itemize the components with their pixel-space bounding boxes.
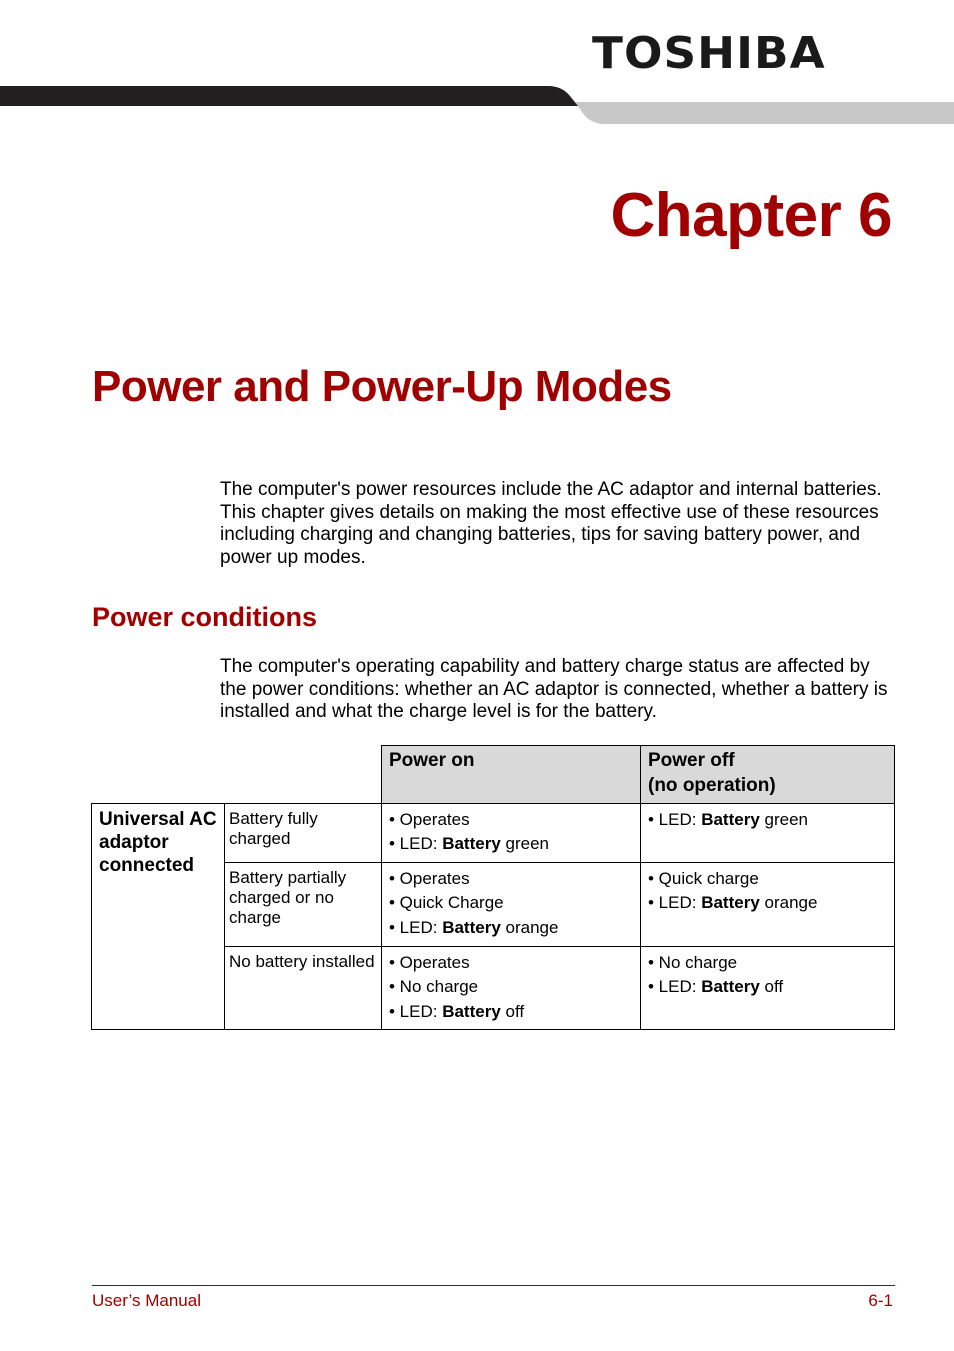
bullet-line — [648, 867, 887, 890]
header-bar-dark — [0, 86, 578, 106]
footer-page-number: 6-1 — [868, 1291, 893, 1310]
toshiba-logo: TOSHIBA — [592, 28, 826, 79]
footer-manual-label: User’s Manual — [92, 1291, 201, 1310]
bullet-line — [389, 808, 633, 831]
power-conditions-paragraph: The computer's operating capability and battery charge status are affected by the power conditions: whether an AC adaptor is connected, whether a battery is installed and what the charge level is for the battery. — [220, 656, 888, 723]
condition-cell: No battery installed — [225, 946, 382, 1029]
power-on-cell — [382, 803, 641, 862]
header-power-on: Power on — [382, 746, 641, 804]
bullet-bold-text: Battery — [701, 977, 760, 996]
bullet-line — [389, 975, 633, 998]
power-conditions-table — [91, 745, 895, 1030]
table-header-row — [92, 746, 895, 804]
header-blank-cell — [92, 746, 382, 804]
bullet-line — [648, 951, 887, 974]
bullet-line — [648, 891, 887, 914]
bullet-text: • Operates — [389, 868, 470, 888]
bullet-bold-text: Battery — [701, 809, 760, 829]
bullet-suffix-text: off — [500, 1001, 525, 1021]
group-label-cell: Universal AC adaptor connected — [92, 803, 225, 1029]
bullet-text: • LED: — [648, 893, 702, 912]
bullet-line — [389, 867, 633, 890]
bullet-suffix-text: green — [759, 809, 808, 829]
subsection-title: Power conditions — [92, 602, 318, 632]
bullet-text: • No charge — [389, 977, 479, 996]
bullet-line — [648, 975, 887, 998]
header-bar-light — [575, 102, 954, 124]
bullet-text: • Operates — [389, 809, 470, 829]
bullet-text: • LED: — [648, 809, 702, 829]
bullet-bold-text: Battery — [442, 917, 501, 937]
bullet-suffix-text: green — [500, 834, 549, 853]
bullet-line — [389, 1000, 633, 1023]
power-off-cell — [641, 803, 895, 862]
bullet-text: • LED: — [389, 917, 443, 937]
bullet-text: • LED: — [389, 834, 443, 853]
bullet-suffix-text: orange — [759, 893, 818, 912]
condition-cell: Battery fully charged — [225, 803, 382, 862]
intro-paragraph: The computer's power resources include the AC adaptor and internal batteries. This chapter gives details on making the most effective use of these resources including charging and changing batteries, tips for saving battery power, and power up modes. — [220, 479, 882, 569]
bullet-bold-text: Battery — [442, 834, 501, 853]
bullet-text: • LED: — [389, 1001, 443, 1021]
bullet-text: • LED: — [648, 977, 702, 996]
bullet-bold-text: Battery — [701, 893, 760, 912]
bullet-text: • No charge — [648, 952, 738, 972]
power-on-cell — [382, 946, 641, 1029]
bullet-line — [648, 808, 887, 831]
bullet-text: • Quick Charge — [389, 893, 504, 912]
header-power-off — [641, 746, 895, 804]
power-off-cell — [641, 862, 895, 946]
footer-rule — [92, 1285, 895, 1286]
power-off-cell — [641, 946, 895, 1029]
condition-cell: Battery partially charged or no charge — [225, 862, 382, 946]
header-power-off-line2: (no operation) — [648, 774, 776, 796]
bullet-text: • Quick charge — [648, 868, 759, 888]
bullet-suffix-text: orange — [500, 917, 559, 937]
bullet-line — [389, 891, 633, 914]
bullet-line — [389, 832, 633, 855]
power-on-cell — [382, 862, 641, 946]
bullet-text: • Operates — [389, 952, 470, 972]
chapter-title: Chapter 6 — [610, 181, 892, 250]
bullet-suffix-text: off — [759, 977, 784, 996]
header-bars — [0, 84, 954, 126]
header-power-off-line1: Power off — [648, 750, 735, 771]
bullet-bold-text: Battery — [442, 1001, 501, 1021]
bullet-line — [389, 916, 633, 939]
bullet-line — [389, 951, 633, 974]
section-title: Power and Power-Up Modes — [92, 362, 672, 411]
table-row — [92, 803, 895, 862]
